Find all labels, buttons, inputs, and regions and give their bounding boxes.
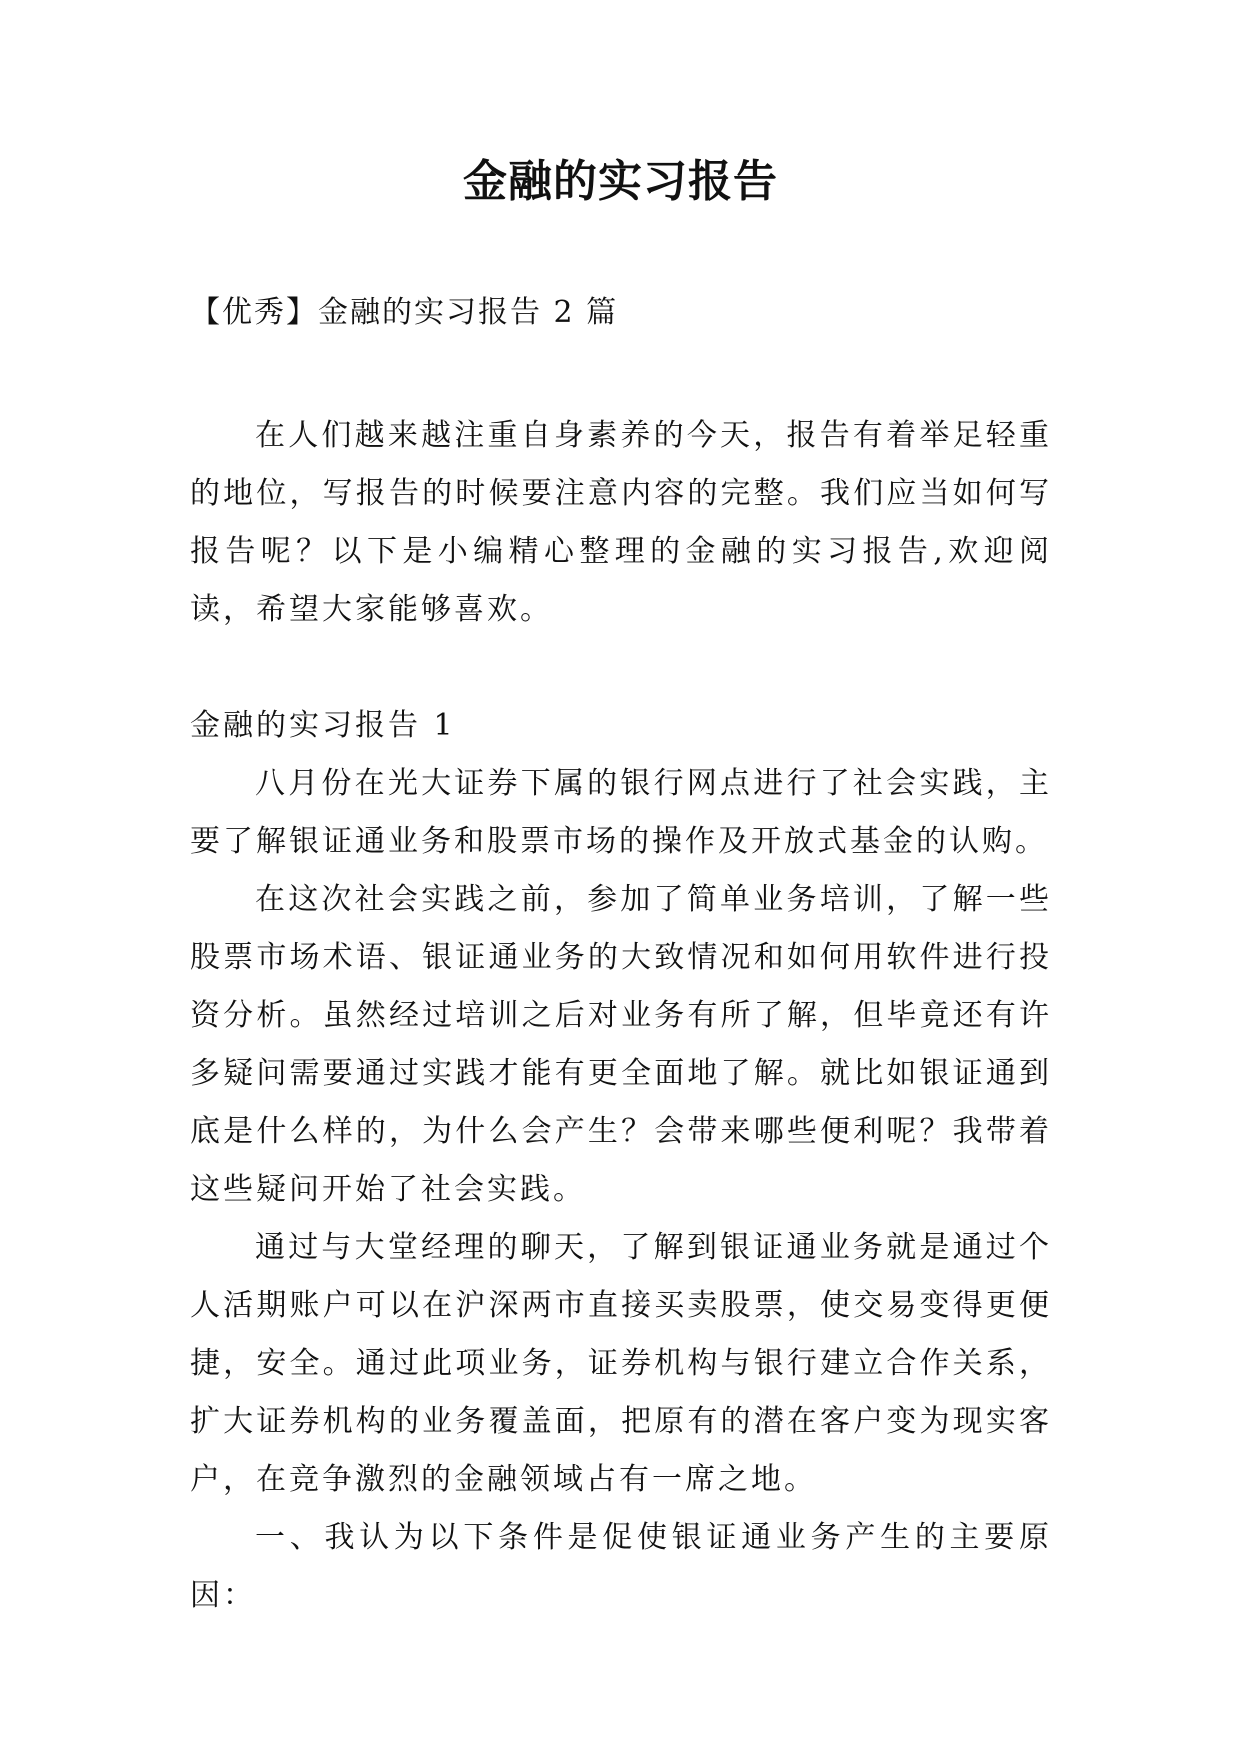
paragraph-gap (190, 639, 1052, 697)
document-subtitle: 【优秀】金融的实习报告 2 篇 (190, 295, 619, 330)
section-heading: 金融的实习报告 1 (190, 708, 456, 743)
intro-paragraph: 在人们越来越注重自身素养的今天，报告有着举足轻重的地位，写报告的时候要注意内容的完整。我们应当如何写报告呢？以下是小编精心整理的金融的实习报告,欢迎阅读，希望大家能够喜欢。 (190, 418, 1052, 627)
document-body (190, 407, 1052, 1625)
body-paragraph-1: 八月份在光大证券下属的银行网点进行了社会实践，主要了解银证通业务和股票市场的操作及开放式基金的认购。 (190, 766, 1052, 859)
body-paragraph-2: 在这次社会实践之前，参加了简单业务培训，了解一些股票市场术语、银证通业务的大致情况和如何用软件进行投资分析。虽然经过培训之后对业务有所了解，但毕竟还有许多疑问需要通过实践才能有更全面地了解。就比如银证通到底是什么样的，为什么会产生？会带来哪些便利呢？我带着这些疑问开始了社会实践。 (190, 882, 1052, 1207)
body-paragraph-3: 通过与大堂经理的聊天，了解到银证通业务就是通过个人活期账户可以在沪深两市直接买卖股票，使交易变得更便捷，安全。通过此项业务，证券机构与银行建立合作关系，扩大证券机构的业务覆盖面，把原有的潜在客户变为现实客户，在竞争激烈的金融领域占有一席之地。 (190, 1230, 1052, 1497)
document-title: 金融的实习报告 (463, 156, 778, 207)
body-paragraph-4: 一、我认为以下条件是促使银证通业务产生的主要原因： (190, 1520, 1052, 1613)
